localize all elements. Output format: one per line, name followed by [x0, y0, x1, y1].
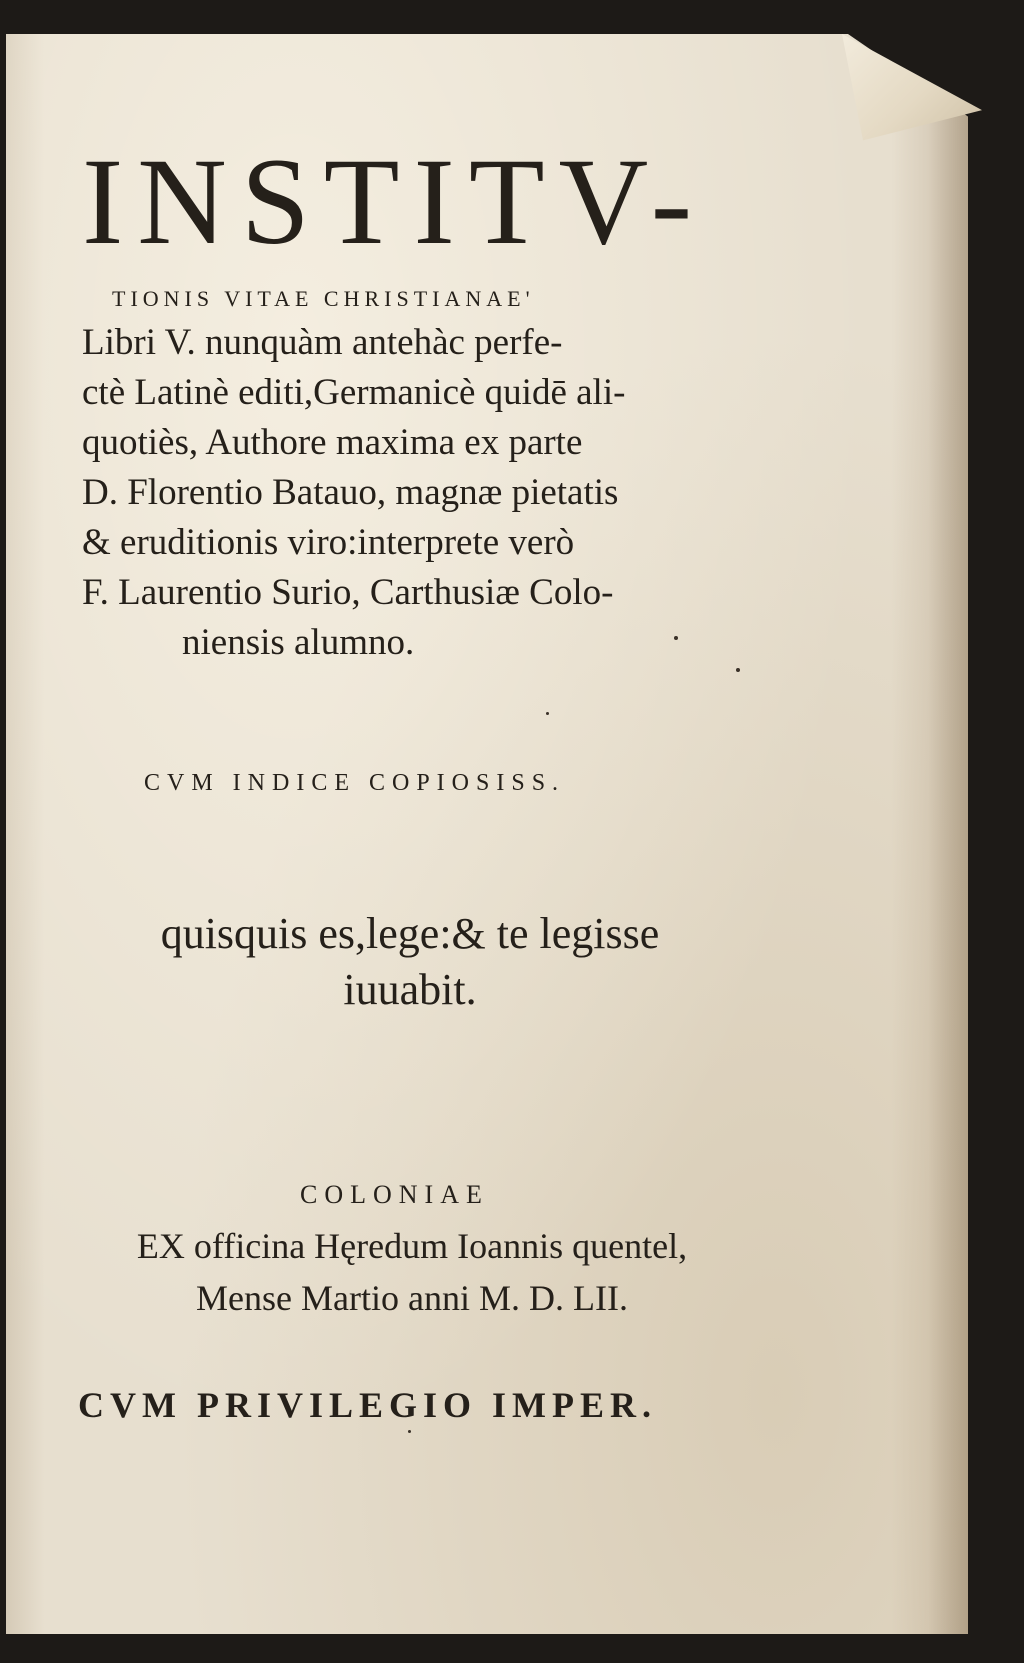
- privilege-line: CVM PRIVILEGIO IMPER.: [78, 1385, 658, 1425]
- motto: [100, 906, 720, 1018]
- ink-speck: [408, 1430, 411, 1433]
- title-smallcaps-line: TIONIS VITAE CHRISTIANAE': [112, 286, 535, 311]
- title-large: INSTITV-: [82, 133, 707, 270]
- description-line: ctè Latinè editi,Germanicè quidē ali-: [82, 372, 626, 413]
- imprint: [82, 1220, 742, 1324]
- ink-speck: [546, 712, 549, 715]
- description-line: & eruditionis viro:interprete verò: [82, 522, 575, 563]
- motto-line: iuuabit.: [343, 965, 477, 1014]
- description-line: F. Laurentio Surio, Carthusiæ Colo-: [82, 572, 614, 613]
- imprint-line: Mense Martio anni M. D. LII.: [196, 1278, 628, 1318]
- imprint-line: EX officina Hęredum Ioannis quentel,: [136, 1226, 688, 1266]
- ink-speck: [674, 636, 678, 640]
- description-line: niensis alumno.: [182, 622, 415, 663]
- index-note: CVM INDICE COPIOSISS.: [144, 770, 566, 796]
- description-line: quotiès, Authore maxima ex parte: [82, 422, 583, 463]
- description-line: Libri V. nunquàm antehàc perfe-: [82, 322, 563, 363]
- description-line: D. Florentio Batauo, magnæ pietatis: [82, 472, 619, 513]
- ink-speck: [736, 668, 740, 672]
- imprint-city: COLONIAE: [300, 1180, 489, 1209]
- title-description: [82, 318, 762, 668]
- motto-line: quisquis es,lege:& te legisse: [160, 909, 660, 958]
